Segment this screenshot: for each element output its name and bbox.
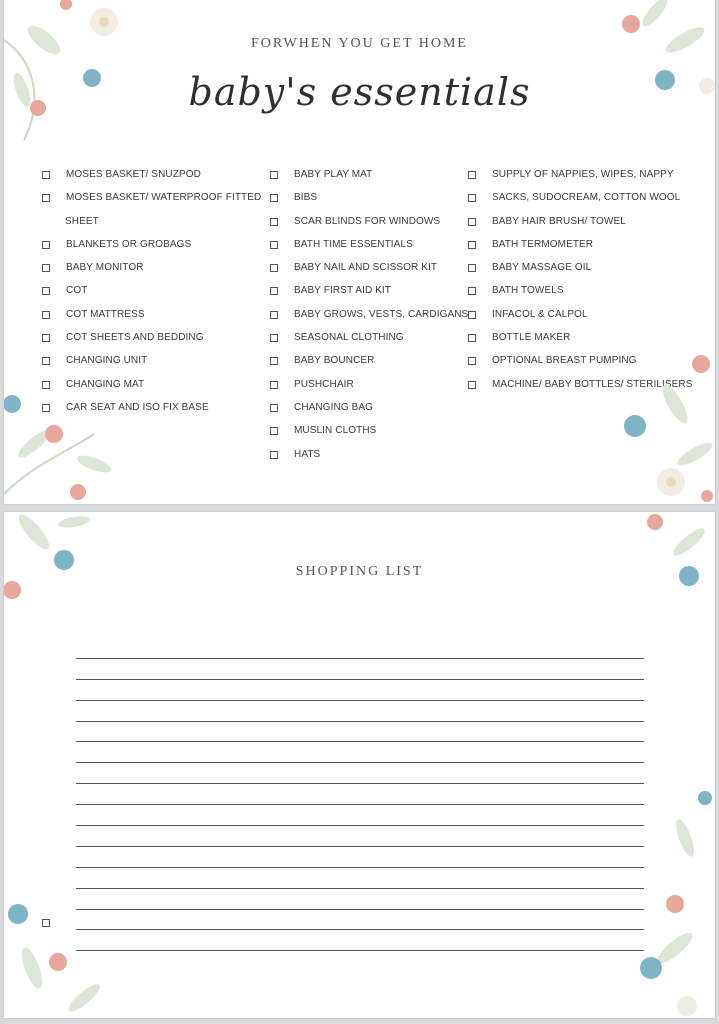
floral-corner-bottom-right-icon	[635, 778, 715, 1018]
checkbox[interactable]	[270, 334, 278, 342]
floral-corner-bottom-left-icon	[4, 374, 144, 504]
checklist-item-label: PUSHCHAIR	[294, 378, 354, 390]
checklist-item-label: BABY BOUNCER	[294, 355, 375, 367]
writing-line[interactable]	[76, 889, 644, 910]
checklist-item	[270, 424, 468, 447]
checklist-item-label: BABY PLAY MAT	[294, 169, 373, 180]
checkbox[interactable]	[270, 218, 278, 226]
writing-line[interactable]	[76, 701, 644, 722]
checklist-item-label: SHEET	[65, 215, 99, 227]
checklist-item	[468, 191, 693, 214]
checklist-item	[42, 191, 261, 214]
checkbox[interactable]	[468, 381, 476, 389]
checkbox[interactable]	[270, 357, 278, 365]
writing-line[interactable]	[76, 826, 644, 847]
writing-line[interactable]	[76, 784, 644, 805]
checklist-item	[42, 308, 261, 331]
checkbox[interactable]	[468, 194, 476, 202]
writing-line[interactable]	[76, 868, 644, 889]
writing-line[interactable]	[76, 805, 644, 826]
checklist-item-label: MOSES BASKET/ SNUZPOD	[66, 169, 201, 180]
checkbox[interactable]	[468, 241, 476, 249]
floral-corner-top-left-icon	[4, 512, 114, 622]
checkbox[interactable]	[468, 334, 476, 342]
checklist-item-label: MACHINE/ BABY BOTTLES/ STERILISERS	[492, 378, 693, 390]
checkbox[interactable]	[42, 241, 50, 249]
checklist-item-label: BABY FIRST AID KIT	[294, 285, 392, 297]
checklist-item	[270, 354, 468, 377]
writing-line[interactable]	[76, 659, 644, 680]
checkbox[interactable]	[270, 427, 278, 435]
writing-line[interactable]	[76, 847, 644, 868]
checklist-item-label: BABY NAIL AND SCISSOR KIT	[294, 262, 438, 274]
checkbox[interactable]	[42, 287, 50, 295]
checklist-item-label: BATH TIME ESSENTIALS	[294, 238, 413, 250]
checkbox[interactable]	[270, 287, 278, 295]
checkbox[interactable]	[270, 241, 278, 249]
checkbox[interactable]	[42, 334, 50, 342]
checklist-item-label: SUPPLY OF NAPPIES, WIPES, NAPPY	[492, 169, 674, 180]
checkbox[interactable]	[42, 171, 50, 179]
checklist-item-label: COT SHEETS AND BEDDING	[66, 332, 204, 344]
script-title: baby's essentials	[188, 70, 531, 114]
checkbox[interactable]	[270, 311, 278, 319]
essentials-heading: FORWHEN YOU GET HOME	[251, 36, 468, 51]
checklist-item-label: SCAR BLINDS FOR WINDOWS	[294, 215, 441, 227]
writing-line[interactable]	[76, 680, 644, 701]
checkbox[interactable]	[270, 171, 278, 179]
floral-corner-bottom-left-icon	[4, 888, 124, 1018]
writing-line[interactable]	[76, 930, 644, 951]
floral-corner-top-left-icon	[4, 0, 154, 150]
writing-line[interactable]	[76, 722, 644, 743]
checklist-item-label: CAR SEAT AND ISO FIX BASE	[66, 401, 209, 413]
checkbox[interactable]	[468, 218, 476, 226]
checklist-item-label: HATS	[294, 448, 321, 460]
checklist-item-label: BOTTLE MAKER	[492, 332, 571, 344]
essentials-card	[4, 0, 715, 504]
checklist-item	[468, 168, 693, 191]
checkbox[interactable]	[42, 264, 50, 272]
checklist-item	[270, 261, 468, 284]
writing-line[interactable]	[76, 638, 644, 659]
checklist-item-label: MOSES BASKET/ WATERPROOF FITTED	[66, 192, 262, 204]
checklist-item	[270, 168, 468, 191]
shopping-list-card	[4, 512, 715, 1018]
checklist-item	[42, 238, 261, 261]
checklist-item-label: INFACOL & CALPOL	[492, 308, 588, 320]
floral-corner-top-right-icon	[605, 512, 715, 612]
checkbox[interactable]	[42, 357, 50, 365]
checklist-item	[270, 284, 468, 307]
checkbox[interactable]	[42, 194, 50, 202]
checkbox[interactable]	[468, 171, 476, 179]
checklist-item	[42, 284, 261, 307]
checklist-item-label: OPTIONAL BREAST PUMPING	[492, 355, 637, 367]
checkbox[interactable]	[270, 264, 278, 272]
checklist-item-label: BLANKETS OR GROBAGS	[66, 238, 192, 250]
checkbox[interactable]	[270, 404, 278, 412]
checklist-item-label: MUSLIN CLOTHS	[294, 425, 377, 437]
checklist-item	[270, 331, 468, 354]
checklist-item	[42, 215, 261, 238]
checklist-item-label: COT MATTRESS	[66, 308, 145, 320]
checklist-item	[468, 238, 693, 261]
checklist-item	[42, 331, 261, 354]
floral-corner-top-right-icon	[575, 0, 715, 120]
checkbox[interactable]	[270, 381, 278, 389]
writing-line[interactable]	[76, 763, 644, 784]
writing-line[interactable]	[76, 910, 644, 931]
checklist-item-label: BABY MASSAGE OIL	[492, 262, 592, 274]
checklist-item	[468, 261, 693, 284]
shopping-lines	[76, 638, 644, 951]
checklist-item-label: BABY GROWS, VESTS, CARDIGANS	[294, 308, 469, 320]
checkbox[interactable]	[42, 311, 50, 319]
checklist-item-label: CHANGING UNIT	[66, 355, 148, 367]
checklist-item	[270, 308, 468, 331]
checklist-item-label: BABY MONITOR	[66, 262, 144, 274]
checklist-item-label: CHANGING BAG	[294, 401, 373, 413]
floral-corner-bottom-right-icon	[615, 304, 715, 504]
checklist-item-label: BATH TERMOMETER	[492, 238, 594, 250]
checklist-item	[42, 261, 261, 284]
checklist-item-label: BABY HAIR BRUSH/ TOWEL	[492, 215, 626, 227]
checkbox[interactable]	[468, 287, 476, 295]
checklist-item-label: BIBS	[294, 192, 318, 204]
checklist-item-label: CHANGING MAT	[66, 378, 145, 390]
checklist-item-label: SEASONAL CLOTHING	[294, 332, 404, 344]
checklist-column-2	[270, 168, 468, 471]
checklist-item	[270, 191, 468, 214]
checkbox[interactable]	[270, 194, 278, 202]
checklist-item	[270, 238, 468, 261]
checklist-item	[270, 378, 468, 401]
checklist-item-label: COT	[66, 285, 88, 297]
checkbox[interactable]	[468, 264, 476, 272]
checkbox[interactable]	[468, 357, 476, 365]
checkbox[interactable]	[270, 451, 278, 459]
checklist-item	[270, 215, 468, 238]
checklist-item	[42, 168, 261, 191]
checklist-item	[468, 215, 693, 238]
checklist-item-label: SACKS, SUDOCREAM, COTTON WOOL	[492, 192, 681, 204]
checkbox[interactable]	[468, 311, 476, 319]
checklist-item-label: BATH TOWELS	[492, 285, 564, 297]
checklist-item	[270, 448, 468, 471]
shopping-list-heading: SHOPPING LIST	[295, 564, 424, 579]
writing-line[interactable]	[76, 742, 644, 763]
checklist-item	[270, 401, 468, 424]
